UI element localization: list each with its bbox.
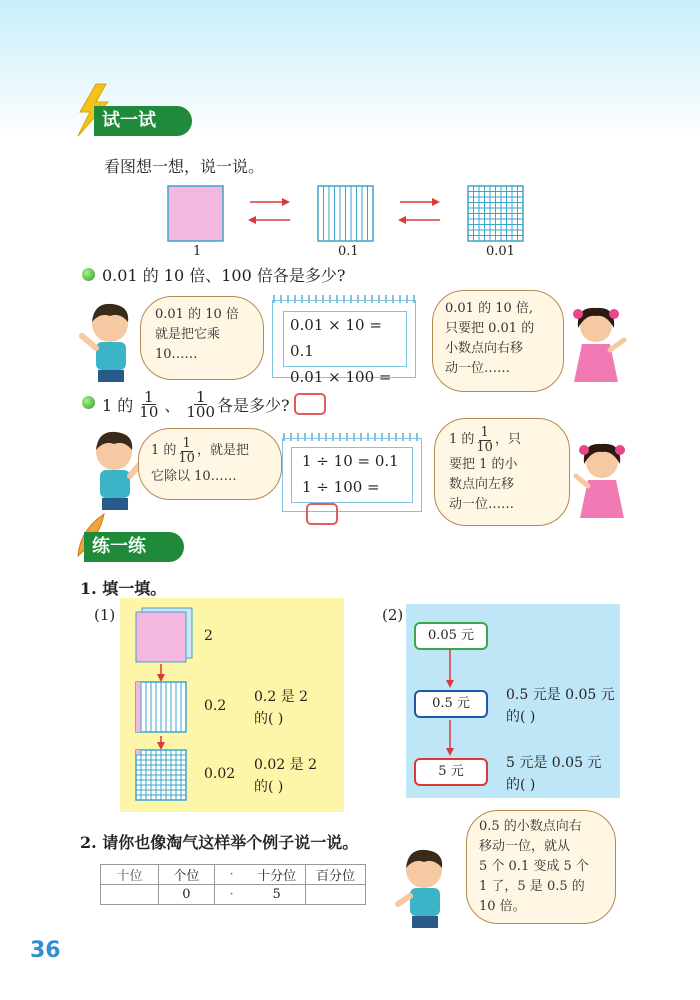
boy-bubble-3: 0.5 的小数点向右 移动一位，就从 5 个 0.1 变成 5 个 1 了，5 是 0.5 的 10 倍。 bbox=[466, 810, 616, 924]
boy-icon bbox=[76, 300, 140, 386]
money-box-3: 5 元 bbox=[414, 758, 488, 786]
money-box-1: 0.05 元 bbox=[414, 622, 488, 650]
page-number: 36 bbox=[30, 938, 61, 963]
part-1-figure bbox=[130, 606, 200, 806]
arrow-pair-2 bbox=[398, 198, 440, 224]
arrow-pair-1 bbox=[248, 198, 290, 224]
boy-icon bbox=[80, 428, 144, 514]
exercise-1-title: 1. 填一填。 bbox=[80, 579, 167, 598]
boy-icon bbox=[392, 846, 456, 932]
money-box-2: 0.5 元 bbox=[414, 690, 488, 718]
part-1-label: (1) bbox=[94, 606, 116, 624]
answer-box[interactable] bbox=[294, 393, 326, 415]
p1-question-3: 0.02 是 2 的( ) bbox=[254, 757, 317, 795]
girl-icon bbox=[572, 440, 636, 526]
p1-value-2: 0.2 bbox=[204, 698, 227, 714]
boy-bubble-1: 0.01 的 10 倍 就是把它乘 10…… bbox=[140, 296, 264, 380]
girl-bubble-2: 1 的 $\frac{1}{10}$ ，只 要把 1 的小 数点向左移 动一位…… bbox=[434, 418, 570, 526]
bullet-icon bbox=[82, 268, 95, 281]
girl-icon bbox=[566, 304, 630, 390]
bullet-icon bbox=[82, 396, 95, 409]
eq-1-2: 0.01 × 100 = bbox=[290, 368, 392, 386]
label-1: 1 bbox=[193, 244, 202, 259]
equation-card-2 bbox=[282, 438, 422, 512]
question-1: 0.01 的 10 倍、100 倍各是多少? bbox=[102, 266, 346, 285]
eq-1-1: 0.01 × 10 = 0.1 bbox=[290, 316, 382, 360]
hundredths-square bbox=[468, 186, 523, 241]
question-2: 1 的 $\frac{1}{10}$ 、 $\frac{1}{100}$ 各是多少? bbox=[102, 387, 290, 421]
eq-2-1: 1 ÷ 10 = 0.1 bbox=[302, 452, 399, 470]
unit-square bbox=[168, 186, 223, 241]
label-0.1: 0.1 bbox=[338, 244, 359, 259]
part-2-label: (2) bbox=[382, 606, 404, 624]
answer-box[interactable] bbox=[306, 503, 338, 525]
p1-value-1: 2 bbox=[204, 628, 213, 644]
place-value-table: 十位 个位 · 十分位 百分位 0 · 5 bbox=[100, 864, 366, 905]
p2-question-3: 5 元是 0.05 元 的( ) bbox=[506, 755, 602, 793]
p1-value-3: 0.02 bbox=[204, 766, 236, 782]
p2-question-2: 0.5 元是 0.05 元 的( ) bbox=[506, 687, 615, 725]
try-title: 试一试 bbox=[94, 106, 192, 136]
exercise-2-title: 2. 请你也像淘气这样举个例子说一说。 bbox=[80, 833, 359, 852]
label-0.01: 0.01 bbox=[486, 244, 515, 259]
boy-bubble-2: 1 的 $\frac{1}{10}$ ，就是把 它除以 10…… bbox=[138, 428, 282, 500]
p1-question-2: 0.2 是 2 的( ) bbox=[254, 689, 309, 727]
instruction-text: 看图想一想，说一说。 bbox=[104, 157, 265, 176]
eq-2-2: 1 ÷ 100 = bbox=[302, 478, 380, 496]
tenths-square bbox=[318, 186, 373, 241]
equation-card-1 bbox=[272, 300, 416, 386]
girl-bubble-1: 0.01 的 10 倍, 只要把 0.01 的 小数点向右移 动一位…… bbox=[432, 290, 564, 392]
practice-title: 练一练 bbox=[84, 532, 184, 562]
